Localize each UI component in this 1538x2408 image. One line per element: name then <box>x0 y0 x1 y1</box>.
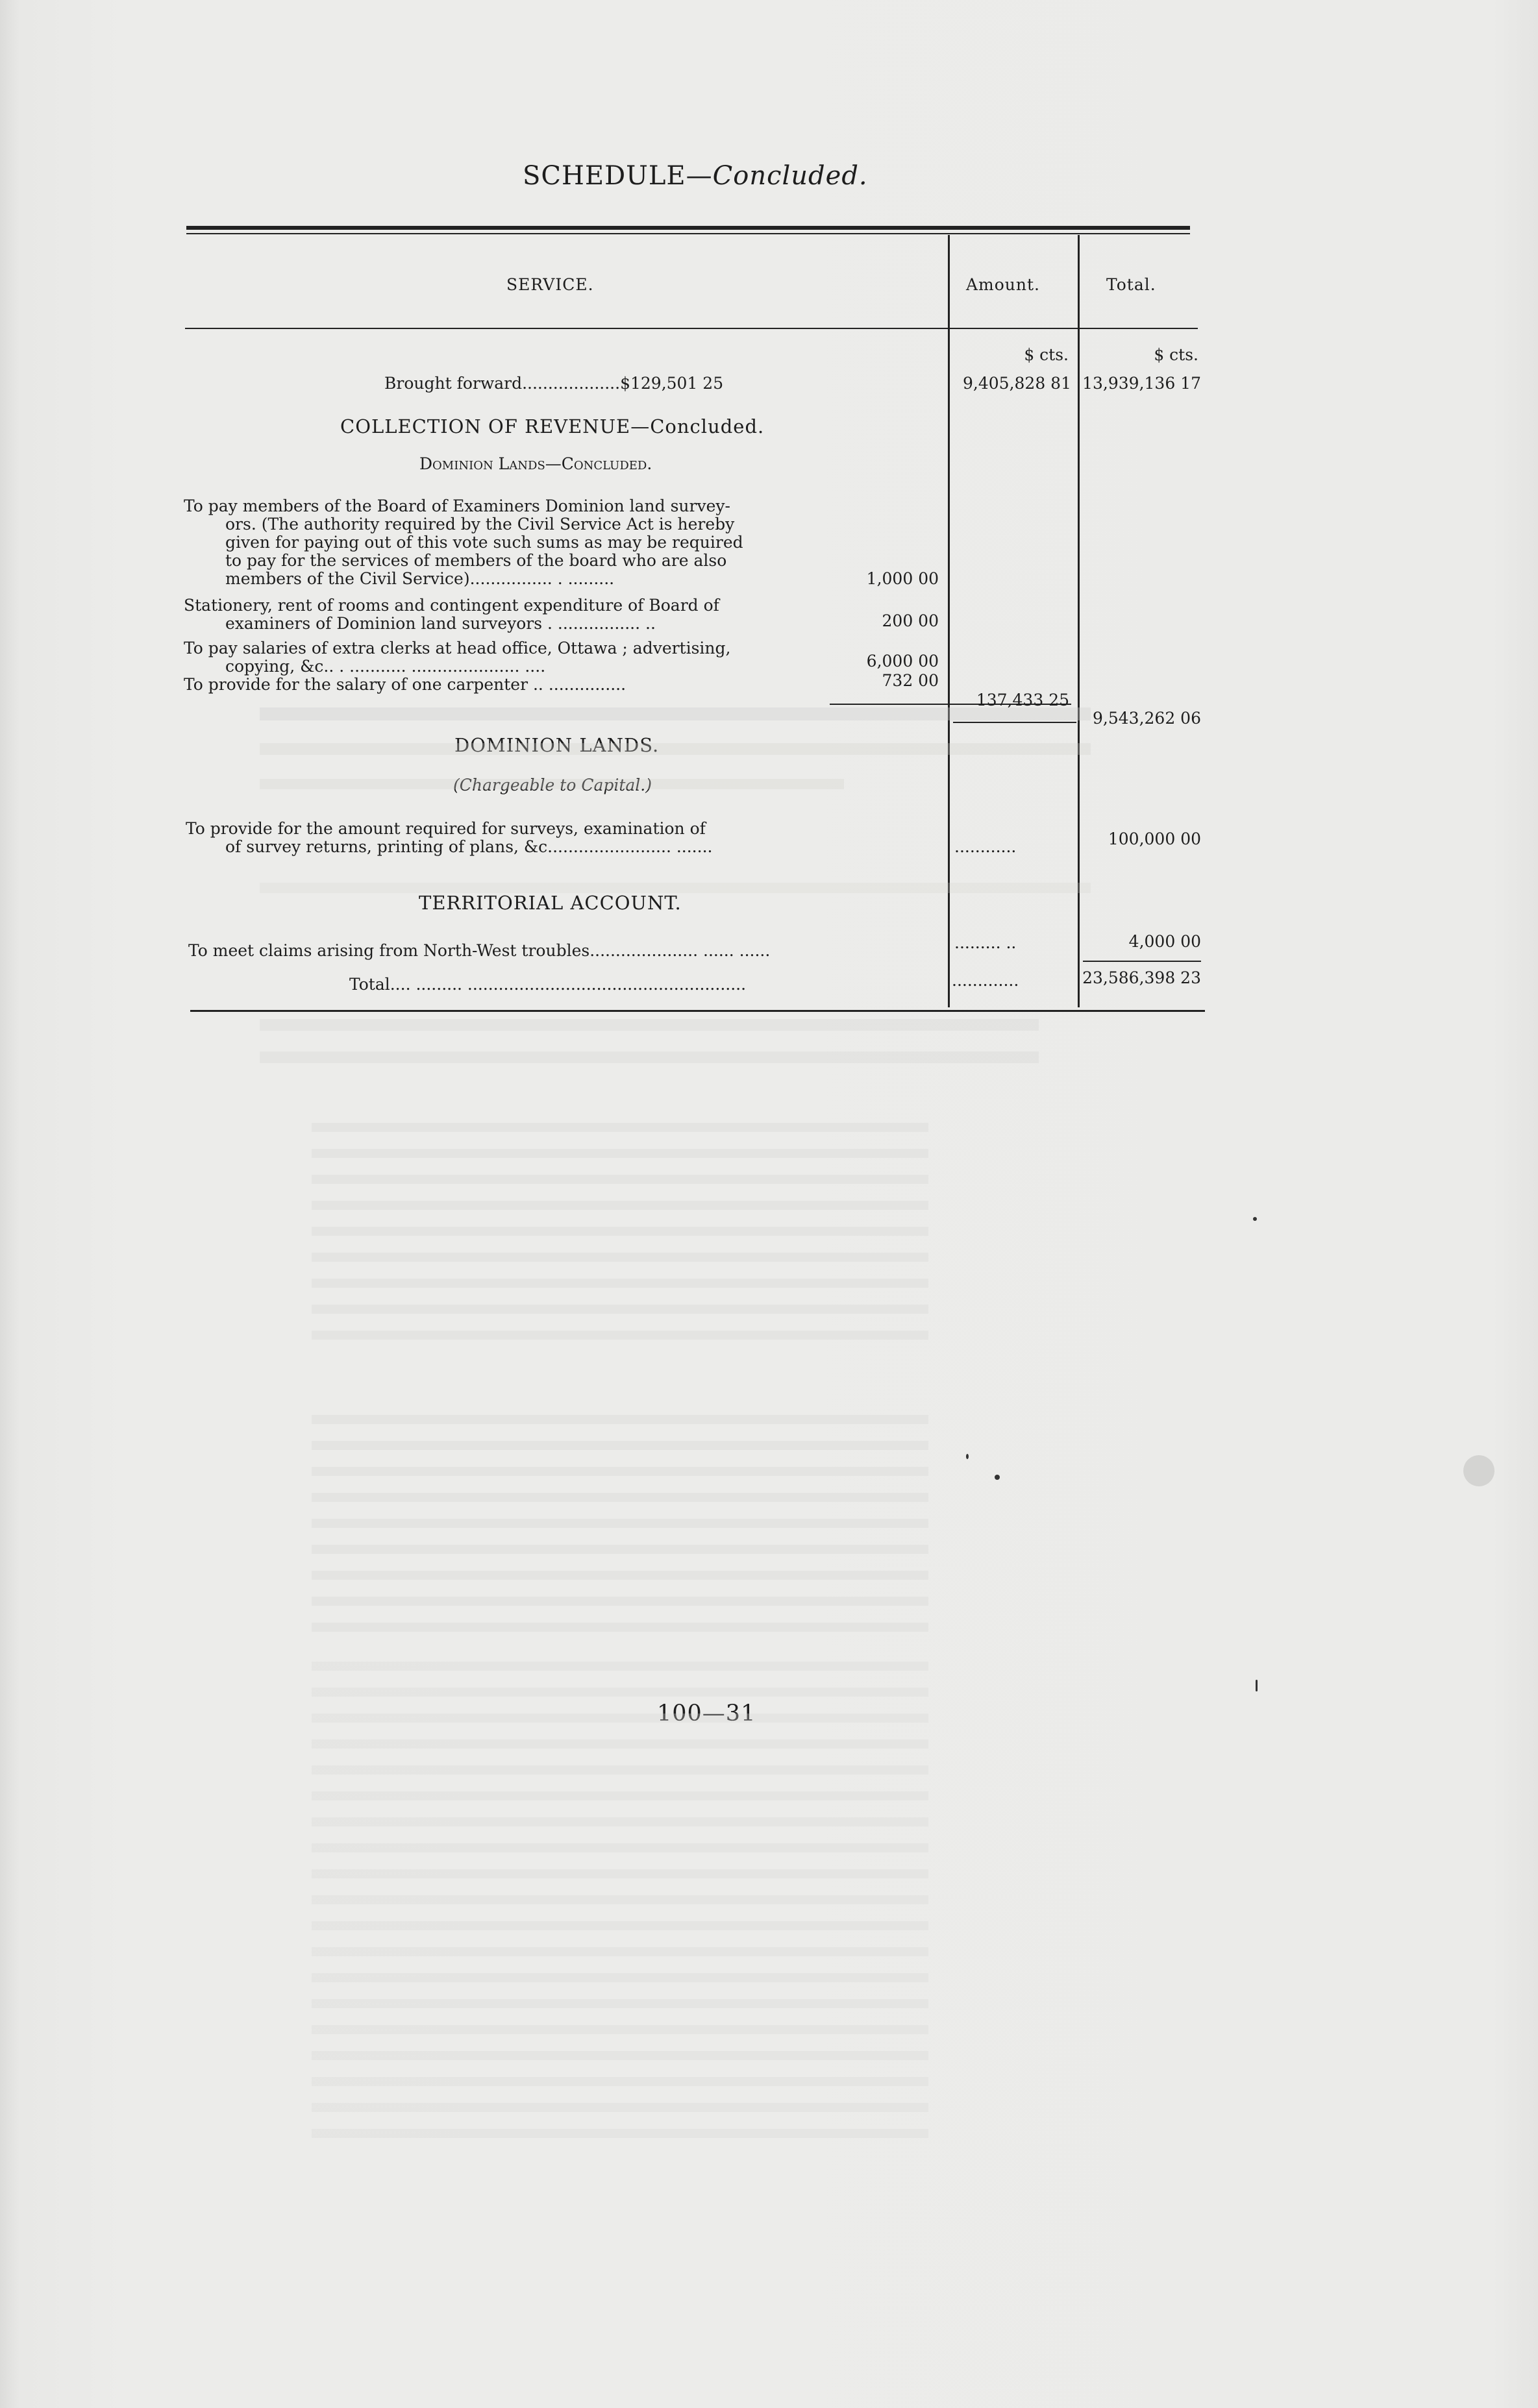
speck <box>1253 1217 1257 1221</box>
item-line: To pay members of the Board of Examiners Dominion land survey- <box>184 497 730 515</box>
item-line: examiners of Dominion land surveyors . ................ .. <box>225 614 656 633</box>
brought-forward-label: Brought forward...................$129,501 25 <box>384 374 724 393</box>
item-value: 1,000 00 <box>866 569 939 588</box>
dominion-lands-heading: DOMINION LANDS. <box>454 734 660 756</box>
page-number: 100—31 <box>657 1701 756 1726</box>
grand-total-leader: ............. <box>952 971 1019 990</box>
item-value: 200 00 <box>882 611 939 630</box>
subtotal-amount: 137,433 25 <box>976 691 1069 709</box>
item-line: members of the Civil Service)................ . ......... <box>225 569 615 588</box>
dominion-lands-total: 100,000 00 <box>1108 829 1201 848</box>
territorial-heading: TERRITORIAL ACCOUNT. <box>419 892 682 914</box>
item-line: To provide for the salary of one carpenter .. ............... <box>184 675 626 694</box>
territorial-leader: ......... .. <box>954 933 1017 952</box>
dominion-lands-line-2: of survey returns, printing of plans, &c........................ ....... <box>225 837 713 856</box>
item-line: to pay for the services of members of the board who are also <box>225 551 727 570</box>
table-top-rule <box>186 226 1190 230</box>
item-line: ors. (The authority required by the Civil Service Act is hereby <box>225 515 735 534</box>
column-header-service: SERVICE. <box>506 275 594 294</box>
territorial-total: 4,000 00 <box>1128 932 1201 951</box>
chargeable-note: (Chargeable to Capital.) <box>453 776 652 794</box>
item-line: To pay salaries of extra clerks at head office, Ottawa ; advertising, <box>184 639 731 657</box>
header-bottom-rule <box>185 328 1198 329</box>
table-bottom-rule <box>190 1010 1205 1012</box>
item-value: 732 00 <box>882 671 939 690</box>
grand-total-label: Total.... ......... ...................................................... <box>349 975 747 994</box>
column-header-amount: Amount. <box>966 275 1041 294</box>
speck <box>995 1475 1000 1480</box>
subtotal-total: 9,543,262 06 <box>1093 709 1201 728</box>
brought-forward-amount: 9,405,828 81 <box>963 374 1071 393</box>
item-value: 6,000 00 <box>866 652 939 670</box>
brought-forward-total: 13,939,136 17 <box>1082 374 1201 393</box>
speck <box>1256 1680 1258 1691</box>
grand-total-value: 23,586,398 23 <box>1082 968 1201 987</box>
grand-total-rule <box>1083 961 1201 962</box>
dominion-lands-leader: ............ <box>954 837 1017 856</box>
territorial-line: To meet claims arising from North-West troubles..................... ...... ...... <box>188 941 771 960</box>
smudge <box>1463 1455 1495 1486</box>
total-units: $ cts. <box>1154 345 1198 364</box>
subtotal-amount-rule <box>953 722 1076 723</box>
dominion-lands-subheading: Dominion Lands—Concluded. <box>419 454 652 473</box>
amount-units: $ cts. <box>1024 345 1069 364</box>
column-header-total: Total. <box>1106 275 1156 294</box>
dominion-lands-line-1: To provide for the amount required for surveys, examination of <box>186 819 706 838</box>
item-line: given for paying out of this vote such sums as may be required <box>225 533 743 552</box>
item-line: copying, &c.. . ........... ..................... .... <box>225 657 546 676</box>
collection-heading: COLLECTION OF REVENUE—Concluded. <box>340 415 765 437</box>
table-top-rule-thin <box>186 233 1190 234</box>
page-title: SCHEDULE—Concluded. <box>523 161 868 191</box>
item-line: Stationery, rent of rooms and contingent expenditure of Board of <box>184 596 719 615</box>
speck <box>966 1454 969 1459</box>
